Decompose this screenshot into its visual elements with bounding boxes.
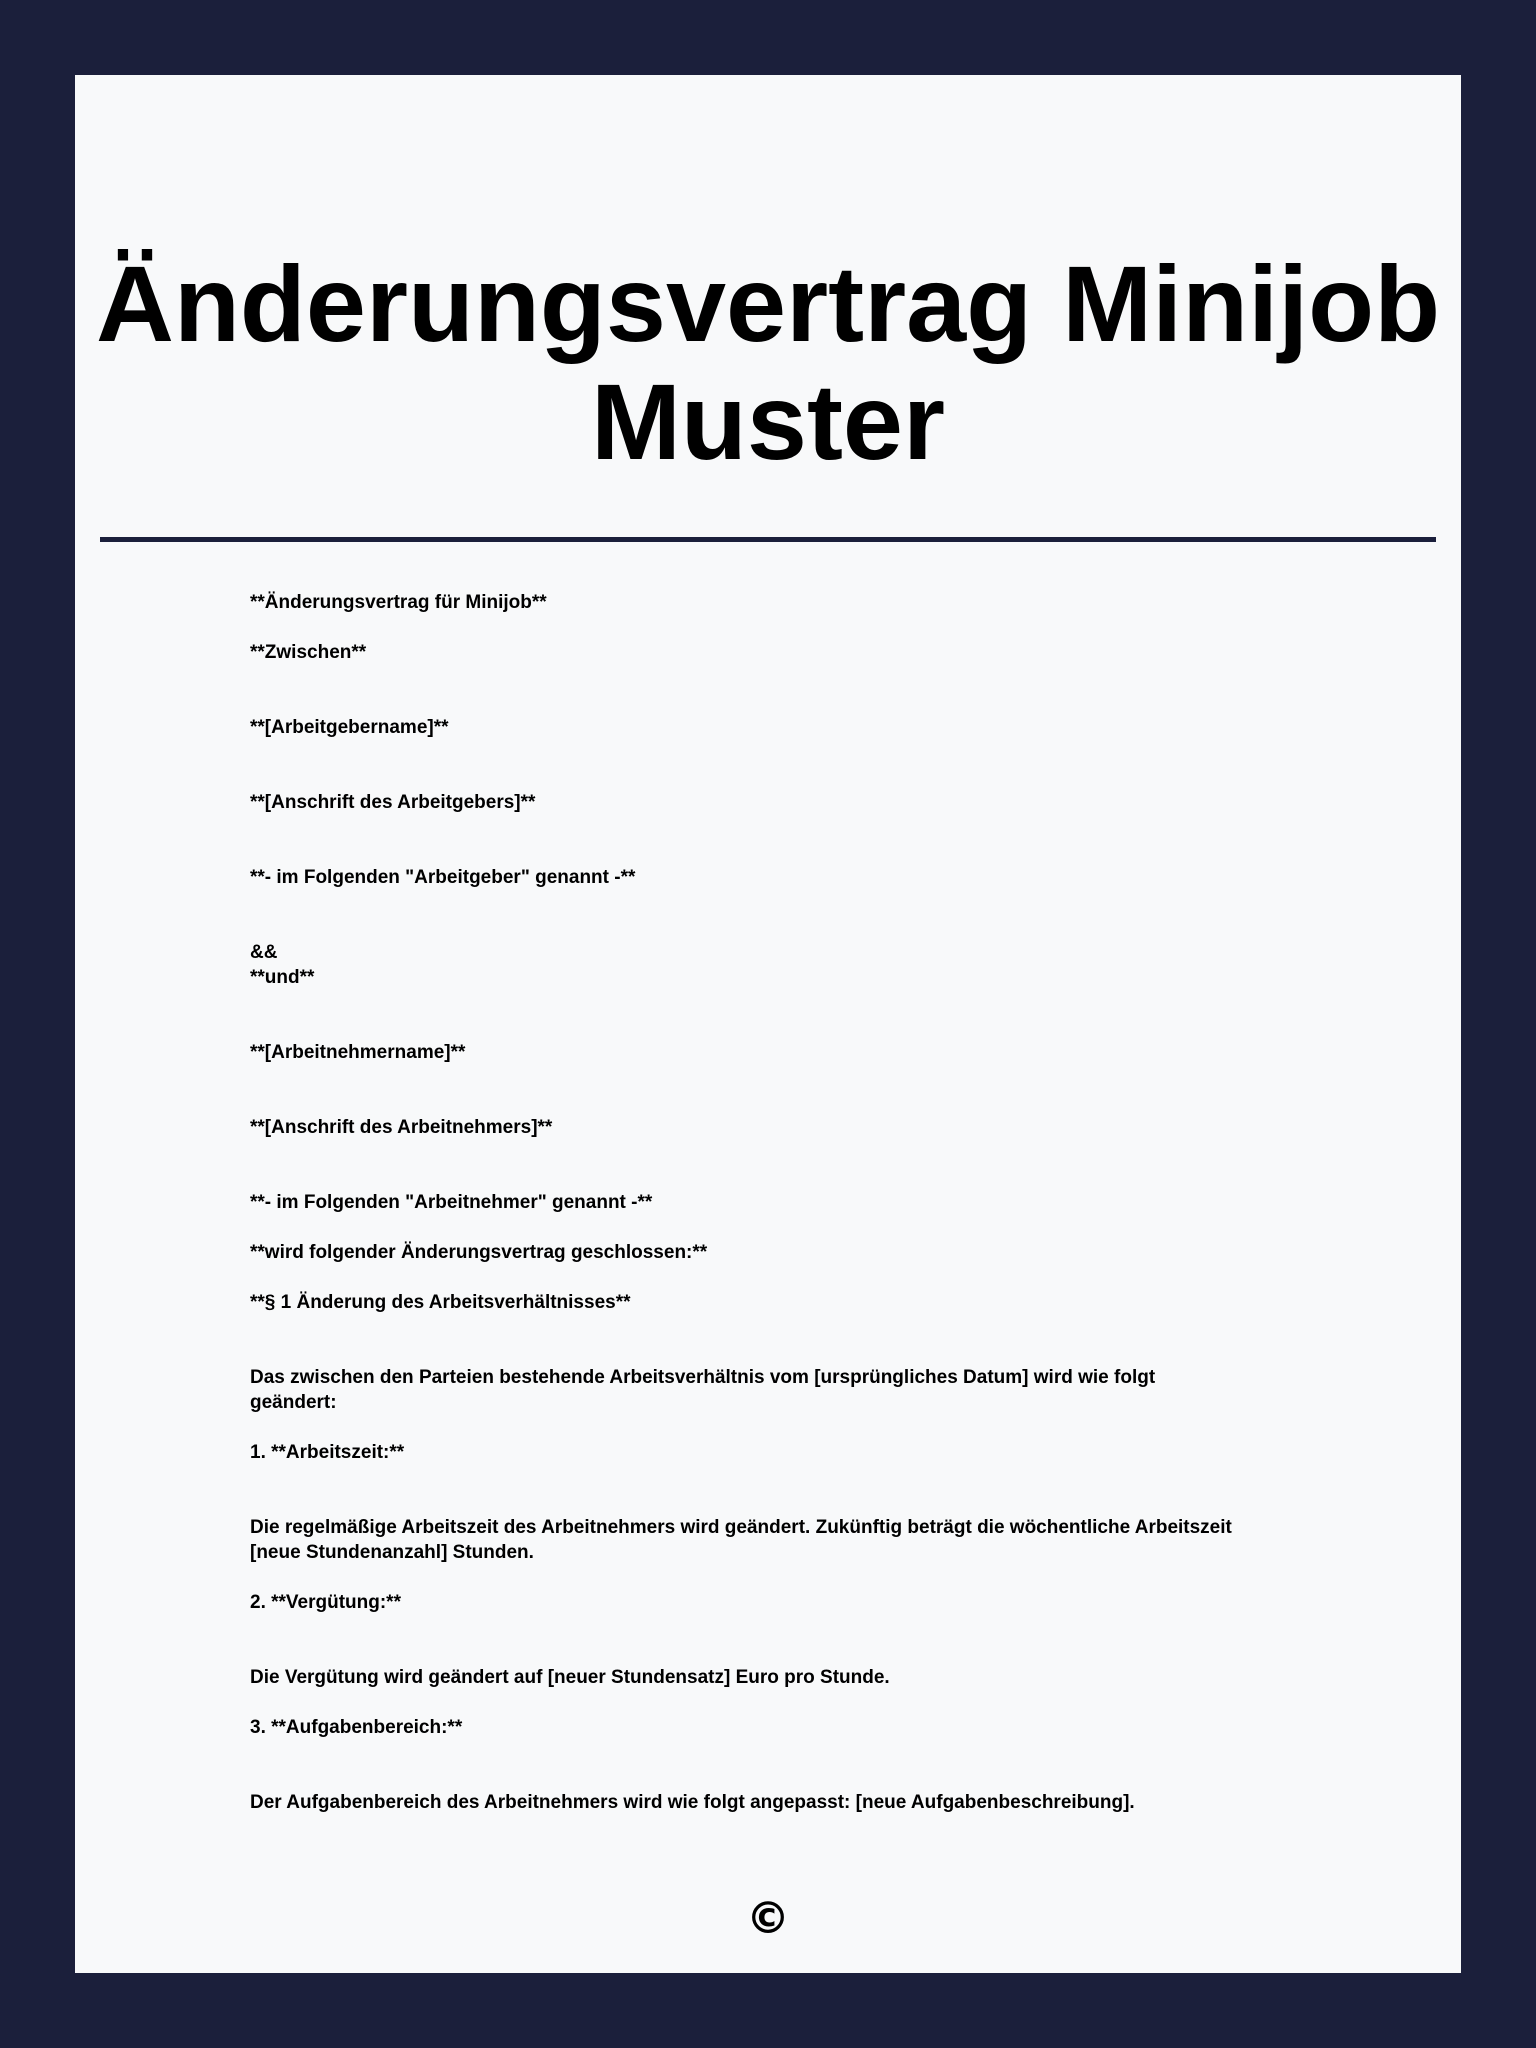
copyright-icon: © <box>746 1893 790 1944</box>
contract-heading: **Änderungsvertrag für Minijob** <box>250 592 547 613</box>
duties-heading: 3. **Aufgabenbereich:** <box>250 1717 463 1738</box>
section-1-intro: Das zwischen den Parteien bestehende Arbeitsverhältnis vom [ursprüngliches Datum] wird wie folgt geändert: <box>250 1367 1161 1413</box>
employee-name-placeholder: **[Arbeitnehmername]** <box>250 1042 466 1063</box>
document-title: Änderungsvertrag Minijob Muster <box>95 243 1441 482</box>
employer-address-placeholder: **[Anschrift des Arbeitgebers]** <box>250 792 536 813</box>
working-time-text: Die regelmäßige Arbeitszeit des Arbeitnehmers wird geändert. Zukünftig beträgt die wöchentliche Arbeitszeit [neue Stundenanzahl] Stunden. <box>250 1517 1238 1563</box>
employee-definition: **- im Folgenden "Arbeitnehmer" genannt -** <box>250 1192 653 1213</box>
between-label: **Zwischen** <box>250 642 367 663</box>
remuneration-text: Die Vergütung wird geändert auf [neuer Stundensatz] Euro pro Stunde. <box>250 1667 890 1688</box>
document-page <box>75 75 1461 1973</box>
remuneration-heading: 2. **Vergütung:** <box>250 1592 401 1613</box>
and-label: && **und** <box>250 942 315 988</box>
title-divider <box>100 537 1436 542</box>
working-time-heading: 1. **Arbeitszeit:** <box>250 1442 405 1463</box>
employee-address-placeholder: **[Anschrift des Arbeitnehmers]** <box>250 1117 553 1138</box>
duties-text: Der Aufgabenbereich des Arbeitnehmers wird wie folgt angepasst: [neue Aufgabenbeschreibung]. <box>250 1792 1135 1813</box>
agreement-intro: **wird folgender Änderungsvertrag geschlossen:** <box>250 1242 708 1263</box>
section-1-heading: **§ 1 Änderung des Arbeitsverhältnisses** <box>250 1292 631 1313</box>
employer-name-placeholder: **[Arbeitgebername]** <box>250 717 449 738</box>
employer-definition: **- im Folgenden "Arbeitgeber" genannt -** <box>250 867 636 888</box>
